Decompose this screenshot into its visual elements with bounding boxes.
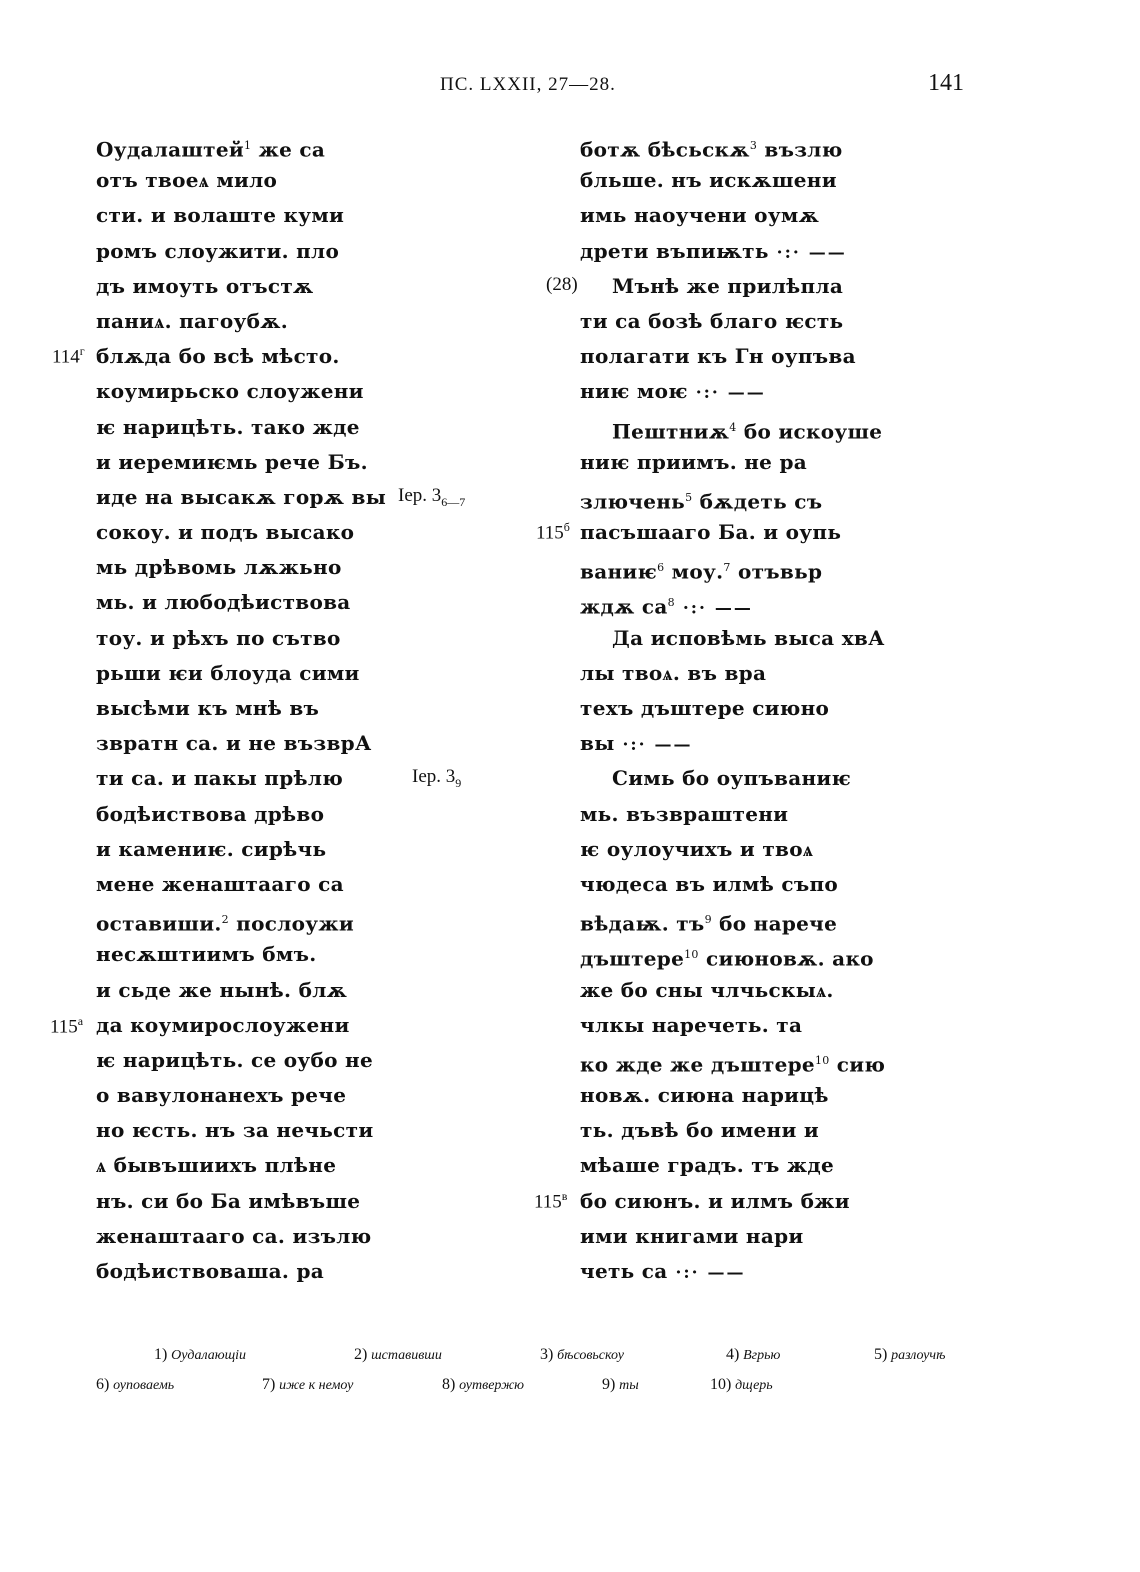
line-text: бо искоуше — [736, 419, 883, 444]
line-text: ими книгами нари — [580, 1223, 804, 1248]
line-text: но ѥсть. нъ за нечьсти — [96, 1118, 374, 1143]
left-column-line — [96, 656, 386, 691]
line-text: и сьде же нынѣ. блѫ — [96, 977, 348, 1002]
footnote-6: 6) оуповаемь — [96, 1376, 175, 1393]
line-text: ваниѥ — [580, 559, 658, 584]
left-column-line — [96, 797, 386, 832]
line-text: лы твоѧ. въ вра — [580, 660, 767, 685]
line-text: новѫ. сиюна нарицѣ — [580, 1083, 829, 1108]
margin-folio-114g: $114^г$ — [52, 344, 85, 368]
line-text: нъ. си бо Ба имѣвъше — [96, 1188, 361, 1213]
line-text: ѥ оулоучихъ и твоѧ — [580, 836, 814, 861]
line-text: мене женаштааго са — [96, 871, 344, 896]
left-column-line — [96, 1043, 386, 1078]
left-column-line — [96, 1113, 386, 1148]
right-column-line — [580, 1043, 885, 1078]
line-text: Мънѣ же прилѣпла — [612, 273, 844, 298]
line-text: вы — [580, 731, 615, 756]
left-column-line — [96, 973, 386, 1008]
left-column-line — [96, 1078, 386, 1113]
right-column-line — [580, 1184, 885, 1219]
line-text: члкы наречеть. та — [580, 1012, 803, 1037]
line-text: възлю — [757, 137, 843, 162]
line-text: ть. дъвѣ бо имени и — [580, 1118, 820, 1143]
line-text: ѥ нарицѣть. се оубо не — [96, 1047, 373, 1072]
line-text: бльше. нъ искѫшени — [580, 168, 837, 193]
footnote-ref: 7 — [723, 561, 731, 575]
footnote-2: 2) шставивши — [354, 1346, 442, 1363]
left-column-line — [96, 832, 386, 867]
line-text: бо нарече — [711, 911, 838, 936]
line-text: мѣаше градъ. тъ жде — [580, 1153, 835, 1178]
footnote-10: 10) дщерь — [710, 1376, 773, 1393]
left-column-line — [96, 1184, 386, 1219]
right-text-column — [580, 128, 885, 1289]
line-text: же бо сны члчьскыѧ. — [580, 977, 834, 1002]
right-column-line — [580, 621, 885, 656]
left-column-line — [96, 902, 386, 937]
line-text: и иеремиѥмь рече Бъ. — [96, 449, 368, 474]
footnote-ref: 3 — [749, 139, 758, 152]
line-text: послоужи — [228, 911, 354, 936]
line-text: мь. и любодѣиствова — [96, 590, 351, 615]
line-text: сиюновѫ. ако — [698, 946, 874, 971]
line-text: сти. и волаште куми — [96, 203, 345, 228]
line-text: звратн са. и не възврА — [96, 731, 372, 756]
line-text: ти са бозѣ благо ѥсть — [580, 308, 844, 333]
footnote-ref: 10 — [684, 948, 699, 962]
line-text: о вавулонанехъ рече — [96, 1083, 347, 1108]
line-text: ѥ нарицѣть. тако жде — [96, 414, 360, 439]
line-text: женаштааго са. изълю — [96, 1223, 372, 1248]
line-text: ждѫ са — [580, 595, 668, 620]
right-column-line — [580, 515, 885, 550]
footnote-ref: 10 — [814, 1053, 830, 1067]
right-column-line — [580, 1113, 885, 1148]
right-column-line — [580, 937, 885, 972]
line-text: пасъшааго Ба. и оупь — [580, 520, 842, 545]
line-text: мь. възвраштени — [580, 801, 789, 826]
left-column-line — [96, 621, 386, 656]
right-column-line — [580, 1254, 885, 1289]
line-text: дъ имоуть отъстѫ — [96, 273, 314, 298]
line-text: четь са — [580, 1259, 668, 1283]
footnote-3: 3) бѣсовьскоу — [540, 1346, 624, 1363]
left-column-line — [96, 1254, 386, 1289]
footnote-1: 1) Оудалающiи — [154, 1346, 247, 1363]
left-column-line — [96, 445, 386, 480]
footnote-ref: 2 — [221, 913, 229, 927]
line-text: высѣми къ мнѣ въ — [96, 696, 320, 720]
line-text: несѫштиимъ бмъ. — [96, 942, 317, 967]
footnote-ref: 9 — [704, 913, 712, 927]
line-text: дъштере — [580, 946, 685, 971]
line-text: бѫдеть съ — [692, 489, 823, 514]
left-column-line — [96, 480, 386, 515]
left-column-line — [96, 867, 386, 902]
footnote-4: 4) Вгрью — [726, 1346, 781, 1363]
left-column-line — [96, 374, 386, 409]
line-text: Симь бо оупъваниѥ — [612, 766, 852, 791]
line-text: ромъ слоужити. пло — [96, 238, 340, 263]
right-column-line — [580, 585, 885, 620]
right-column-line — [580, 269, 885, 304]
line-text: злючень — [580, 489, 686, 514]
line-text: моу. — [664, 559, 724, 584]
footnote-ref: 4 — [729, 420, 737, 434]
line-text: сокоу. и подъ высако — [96, 520, 355, 545]
left-column-line — [96, 1008, 386, 1043]
line-text: иде на высакѫ горѫ вы — [96, 484, 387, 509]
left-column-line — [96, 761, 386, 796]
running-title: ПС. LXXII, 27—28. — [440, 74, 616, 95]
left-column-line — [96, 1148, 386, 1183]
left-column-line — [96, 339, 386, 374]
right-column-line — [580, 198, 885, 233]
right-column-line — [580, 1148, 885, 1183]
right-column-line — [580, 234, 885, 269]
footnote-ref: 1 — [244, 139, 252, 152]
line-text: Оудалаштей — [96, 137, 245, 162]
right-column-line — [580, 480, 885, 515]
line-text: дрети въпиѭть — [580, 238, 769, 263]
line-text: чюдеса въ илмѣ съпо — [580, 871, 839, 896]
line-text: блѫда бо всѣ мѣсто. — [96, 344, 340, 369]
margin-folio-115a: $115^а$ — [50, 1014, 84, 1038]
right-column-line — [580, 550, 885, 585]
right-column-line — [580, 1219, 885, 1254]
line-text: ко жде же дъштере — [580, 1052, 815, 1077]
section-end-mark: ·:· —— — [614, 735, 693, 756]
line-text: да коумирослоужени — [96, 1012, 350, 1037]
right-column-line — [580, 726, 885, 761]
right-column-line — [580, 902, 885, 937]
left-column-line — [96, 128, 386, 163]
right-column-line — [580, 304, 885, 339]
footnote-ref: 6 — [657, 561, 665, 575]
line-text: оставиши. — [96, 911, 222, 936]
margin-ref-jer-3-6-7: Iер. $3_{6—7}$ — [398, 485, 466, 509]
right-column-line — [580, 691, 885, 726]
right-column-line — [580, 1078, 885, 1113]
right-column-line — [580, 339, 885, 374]
footnote-8: 8) оутвержю — [442, 1376, 524, 1393]
line-text: сию — [829, 1052, 886, 1077]
left-column-line — [96, 198, 386, 233]
left-column-line — [96, 304, 386, 339]
left-column-line — [96, 550, 386, 585]
line-text: бодѣиствоваша. ра — [96, 1259, 324, 1283]
left-column-line — [96, 410, 386, 445]
footnote-row-2 — [96, 1376, 996, 1406]
line-text: отъ твоеѧ мило — [96, 168, 278, 193]
right-column-line — [580, 374, 885, 409]
left-column-line — [96, 726, 386, 761]
margin-folio-115b: $115^б$ — [536, 520, 570, 544]
line-text: ниѥ моѥ — [580, 379, 688, 404]
line-text: коумирьско слоужени — [96, 379, 364, 404]
line-text: рьши ѥи блоуда сими — [96, 660, 360, 685]
line-text: Пештниѫ — [612, 419, 730, 444]
left-column-line — [96, 163, 386, 198]
footnotes — [96, 1346, 996, 1406]
right-column-line — [580, 656, 885, 691]
line-text: же са — [251, 137, 326, 162]
line-text: Да исповѣмь выса хвА — [612, 625, 885, 650]
right-column-line — [580, 973, 885, 1008]
right-column-line — [580, 797, 885, 832]
left-column-line — [96, 234, 386, 269]
margin-ref-jer-3-9: Iер. $3_9$ — [412, 766, 462, 790]
line-text: полагати къ Гн оупъва — [580, 344, 856, 369]
section-end-mark: ·:· —— — [687, 383, 766, 404]
right-column-line — [580, 128, 885, 163]
section-end-mark: ·:· —— — [667, 1263, 746, 1283]
line-text: мь дрѣвомь лѫжьно — [96, 555, 342, 580]
line-text: ти са. и пакы прѣлю — [96, 766, 344, 791]
section-end-mark: ·:· —— — [768, 242, 847, 263]
line-text: ѧ бывъшиихъ плѣне — [96, 1153, 337, 1178]
footnote-ref: 8 — [667, 596, 675, 610]
right-column-line — [580, 410, 885, 445]
page-number: 141 — [928, 70, 964, 96]
line-text: ниѥ приимъ. не ра — [580, 449, 808, 474]
footnote-7: 7) иже к немоу — [262, 1376, 354, 1393]
left-column-line — [96, 691, 386, 726]
line-text: имь наоучени оумѫ — [580, 203, 820, 228]
footnote-5: 5) разлоучѣ — [874, 1346, 946, 1363]
line-text: и камениѥ. сирѣчь — [96, 836, 327, 861]
left-column-line — [96, 269, 386, 304]
left-column-line — [96, 585, 386, 620]
line-text: тоу. и рѣхъ по сътво — [96, 625, 341, 650]
left-column-line — [96, 515, 386, 550]
footnote-row-1 — [96, 1346, 996, 1376]
line-text: бо сиюнъ. и илмъ бжи — [580, 1188, 850, 1213]
left-column-line — [96, 1219, 386, 1254]
line-text: вѣдаѭ. тъ — [580, 911, 705, 936]
left-column-line — [96, 937, 386, 972]
footnote-9: 9) ты — [602, 1376, 639, 1393]
left-text-column — [96, 128, 386, 1289]
line-text: бодѣиствова дрѣво — [96, 801, 325, 826]
section-end-mark: ·:· —— — [674, 599, 753, 620]
right-column-line — [580, 761, 885, 796]
right-column-line — [580, 445, 885, 480]
margin-verse-28: (28) — [546, 274, 578, 295]
right-column-line — [580, 867, 885, 902]
line-text: отъвьр — [730, 559, 823, 584]
line-text: техъ дъштере сиюно — [580, 696, 830, 720]
footnote-ref: 5 — [685, 490, 693, 504]
right-column-line — [580, 163, 885, 198]
margin-folio-115v: $115^в$ — [534, 1189, 568, 1213]
line-text: паниѧ. пагоубѫ. — [96, 308, 288, 333]
line-text: ботѫ бѣсьскѫ — [580, 137, 750, 162]
right-column-line — [580, 832, 885, 867]
right-column-line — [580, 1008, 885, 1043]
